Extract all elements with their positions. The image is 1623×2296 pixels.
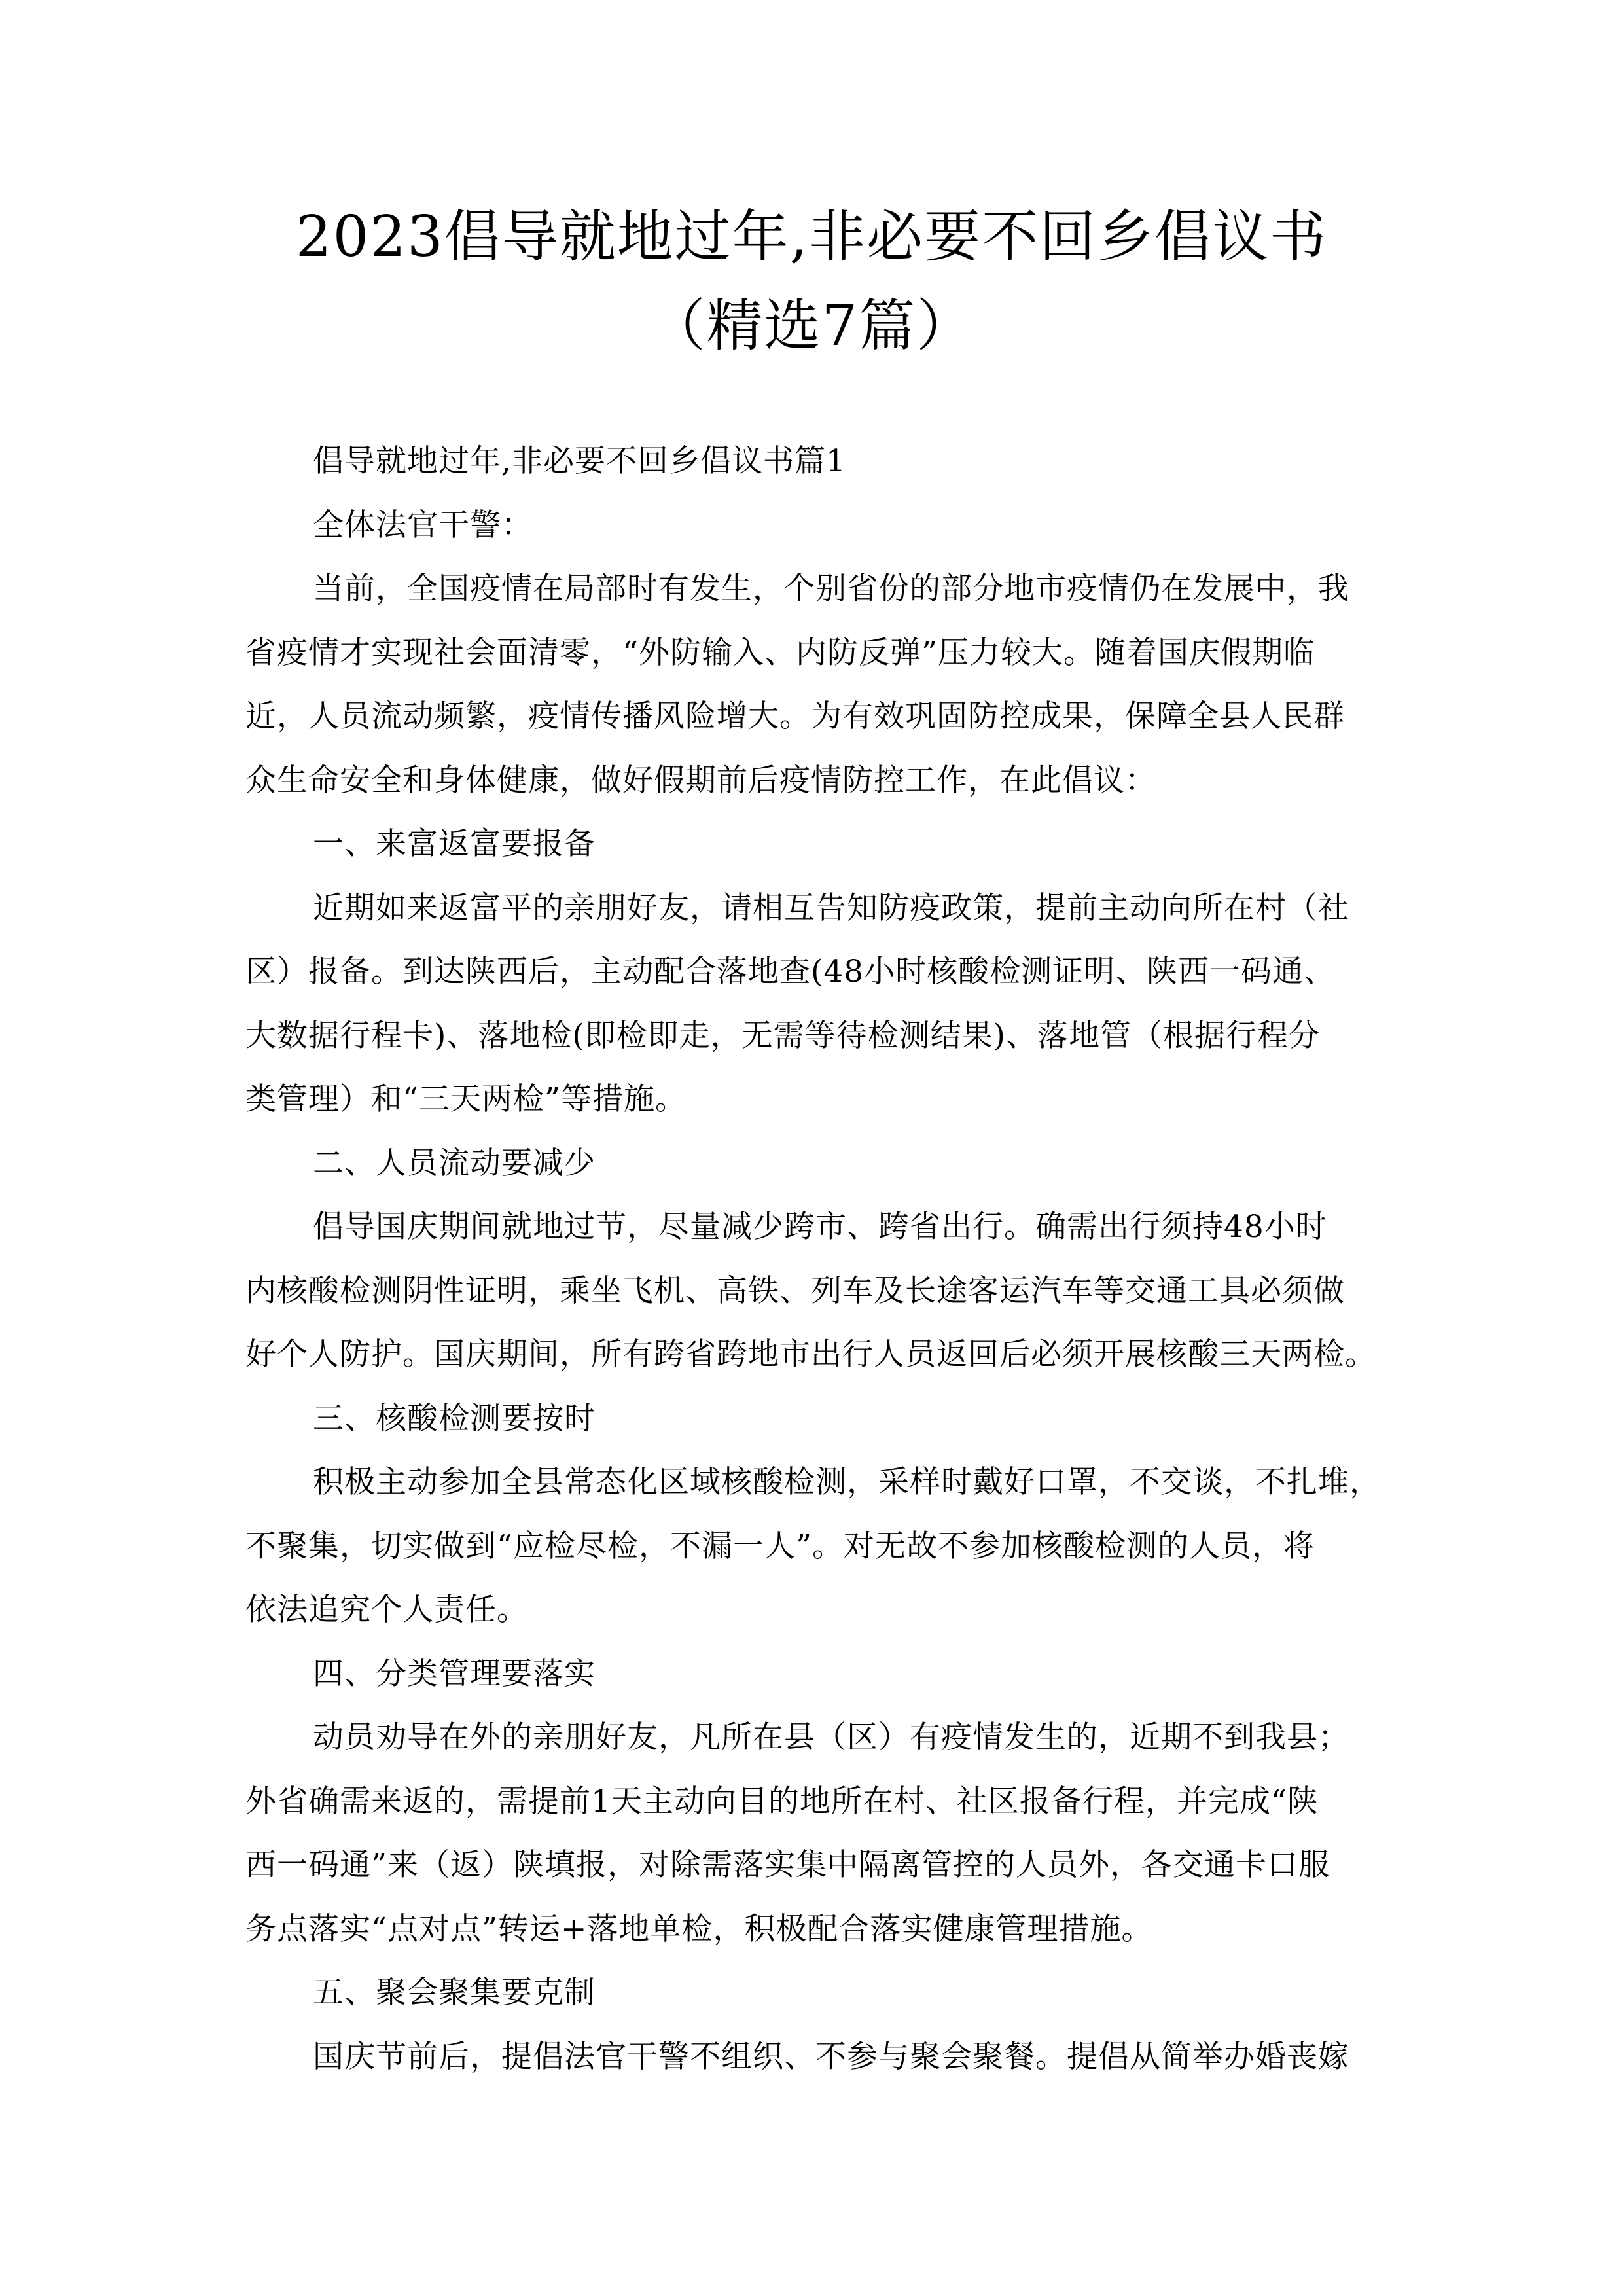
paragraph-line: 积极主动参加全县常态化区域核酸检测，采样时戴好口罩，不交谈，不扎堆， bbox=[313, 1464, 1381, 1500]
document-subtitle: （精选7篇） bbox=[649, 293, 974, 359]
paragraph-line: 动员劝导在外的亲朋好友，凡所在县（区）有疫情发生的，近期不到我县； bbox=[313, 1719, 1349, 1755]
item-heading: 三、核酸检测要按时 bbox=[313, 1400, 596, 1437]
paragraph-line: 不聚集，切实做到“应检尽检，不漏一人”。对无故不参加核酸检测的人员，将 bbox=[245, 1528, 1315, 1564]
paragraph-line: 省疫情才实现社会面清零，“外防输入、内防反弹”压力较大。随着国庆假期临 bbox=[245, 634, 1315, 671]
paragraph-line: 类管理）和“三天两检”等措施。 bbox=[245, 1081, 687, 1117]
paragraph-line: 区）报备。到达陕西后，主动配合落地查(48小时核酸检测证明、陕西一码通、 bbox=[245, 954, 1336, 990]
item-heading: 一、来富返富要报备 bbox=[313, 826, 596, 862]
section-heading: 倡导就地过年,非必要不回乡倡议书篇1 bbox=[313, 443, 846, 479]
paragraph-line: 内核酸检测阴性证明，乘坐飞机、高铁、列车及长途客运汽车等交通工具必须做 bbox=[245, 1272, 1345, 1309]
paragraph-line: 依法追究个人责任。 bbox=[245, 1592, 528, 1628]
paragraph-line: 国庆节前后，提倡法官干警不组织、不参与聚会聚餐。提倡从简举办婚丧嫁 bbox=[313, 2038, 1349, 2075]
paragraph-line: 西一码通”来（返）陕填报，对除需落实集中隔离管控的人员外，各交通卡口服 bbox=[245, 1847, 1330, 1883]
paragraph-line: 务点落实“点对点”转运+落地单检，积极配合落实健康管理措施。 bbox=[245, 1910, 1153, 1947]
salutation: 全体法官干警： bbox=[313, 507, 533, 543]
document-title: 2023倡导就地过年,非必要不回乡倡议书 bbox=[295, 204, 1328, 270]
item-heading: 二、人员流动要减少 bbox=[313, 1145, 596, 1181]
document-body bbox=[245, 442, 1380, 2101]
paragraph-line: 当前，全国疫情在局部时有发生，个别省份的部分地市疫情仍在发展中，我 bbox=[313, 571, 1349, 607]
paragraph-line: 好个人防护。国庆期间，所有跨省跨地市出行人员返回后必须开展核酸三天两检。 bbox=[245, 1336, 1376, 1372]
paragraph-line: 倡导国庆期间就地过节，尽量减少跨市、跨省出行。确需出行须持48小时 bbox=[313, 1209, 1327, 1245]
paragraph-line: 近期如来返富平的亲朋好友，请相互告知防疫政策，提前主动向所在村（社 bbox=[313, 889, 1349, 926]
paragraph-line: 外省确需来返的，需提前1天主动向目的地所在村、社区报备行程，并完成“陕 bbox=[245, 1783, 1319, 1820]
paragraph-line: 众生命安全和身体健康，做好假期前后疫情防控工作，在此倡议： bbox=[245, 762, 1156, 798]
item-heading: 五、聚会聚集要克制 bbox=[313, 1975, 596, 2011]
paragraph-line: 大数据行程卡)、落地检(即检即走，无需等待检测结果)、落地管（根据行程分 bbox=[245, 1017, 1321, 1054]
item-heading: 四、分类管理要落实 bbox=[313, 1655, 596, 1692]
paragraph-line: 近，人员流动频繁，疫情传播风险增大。为有效巩固防控成果，保障全县人民群 bbox=[245, 698, 1345, 734]
